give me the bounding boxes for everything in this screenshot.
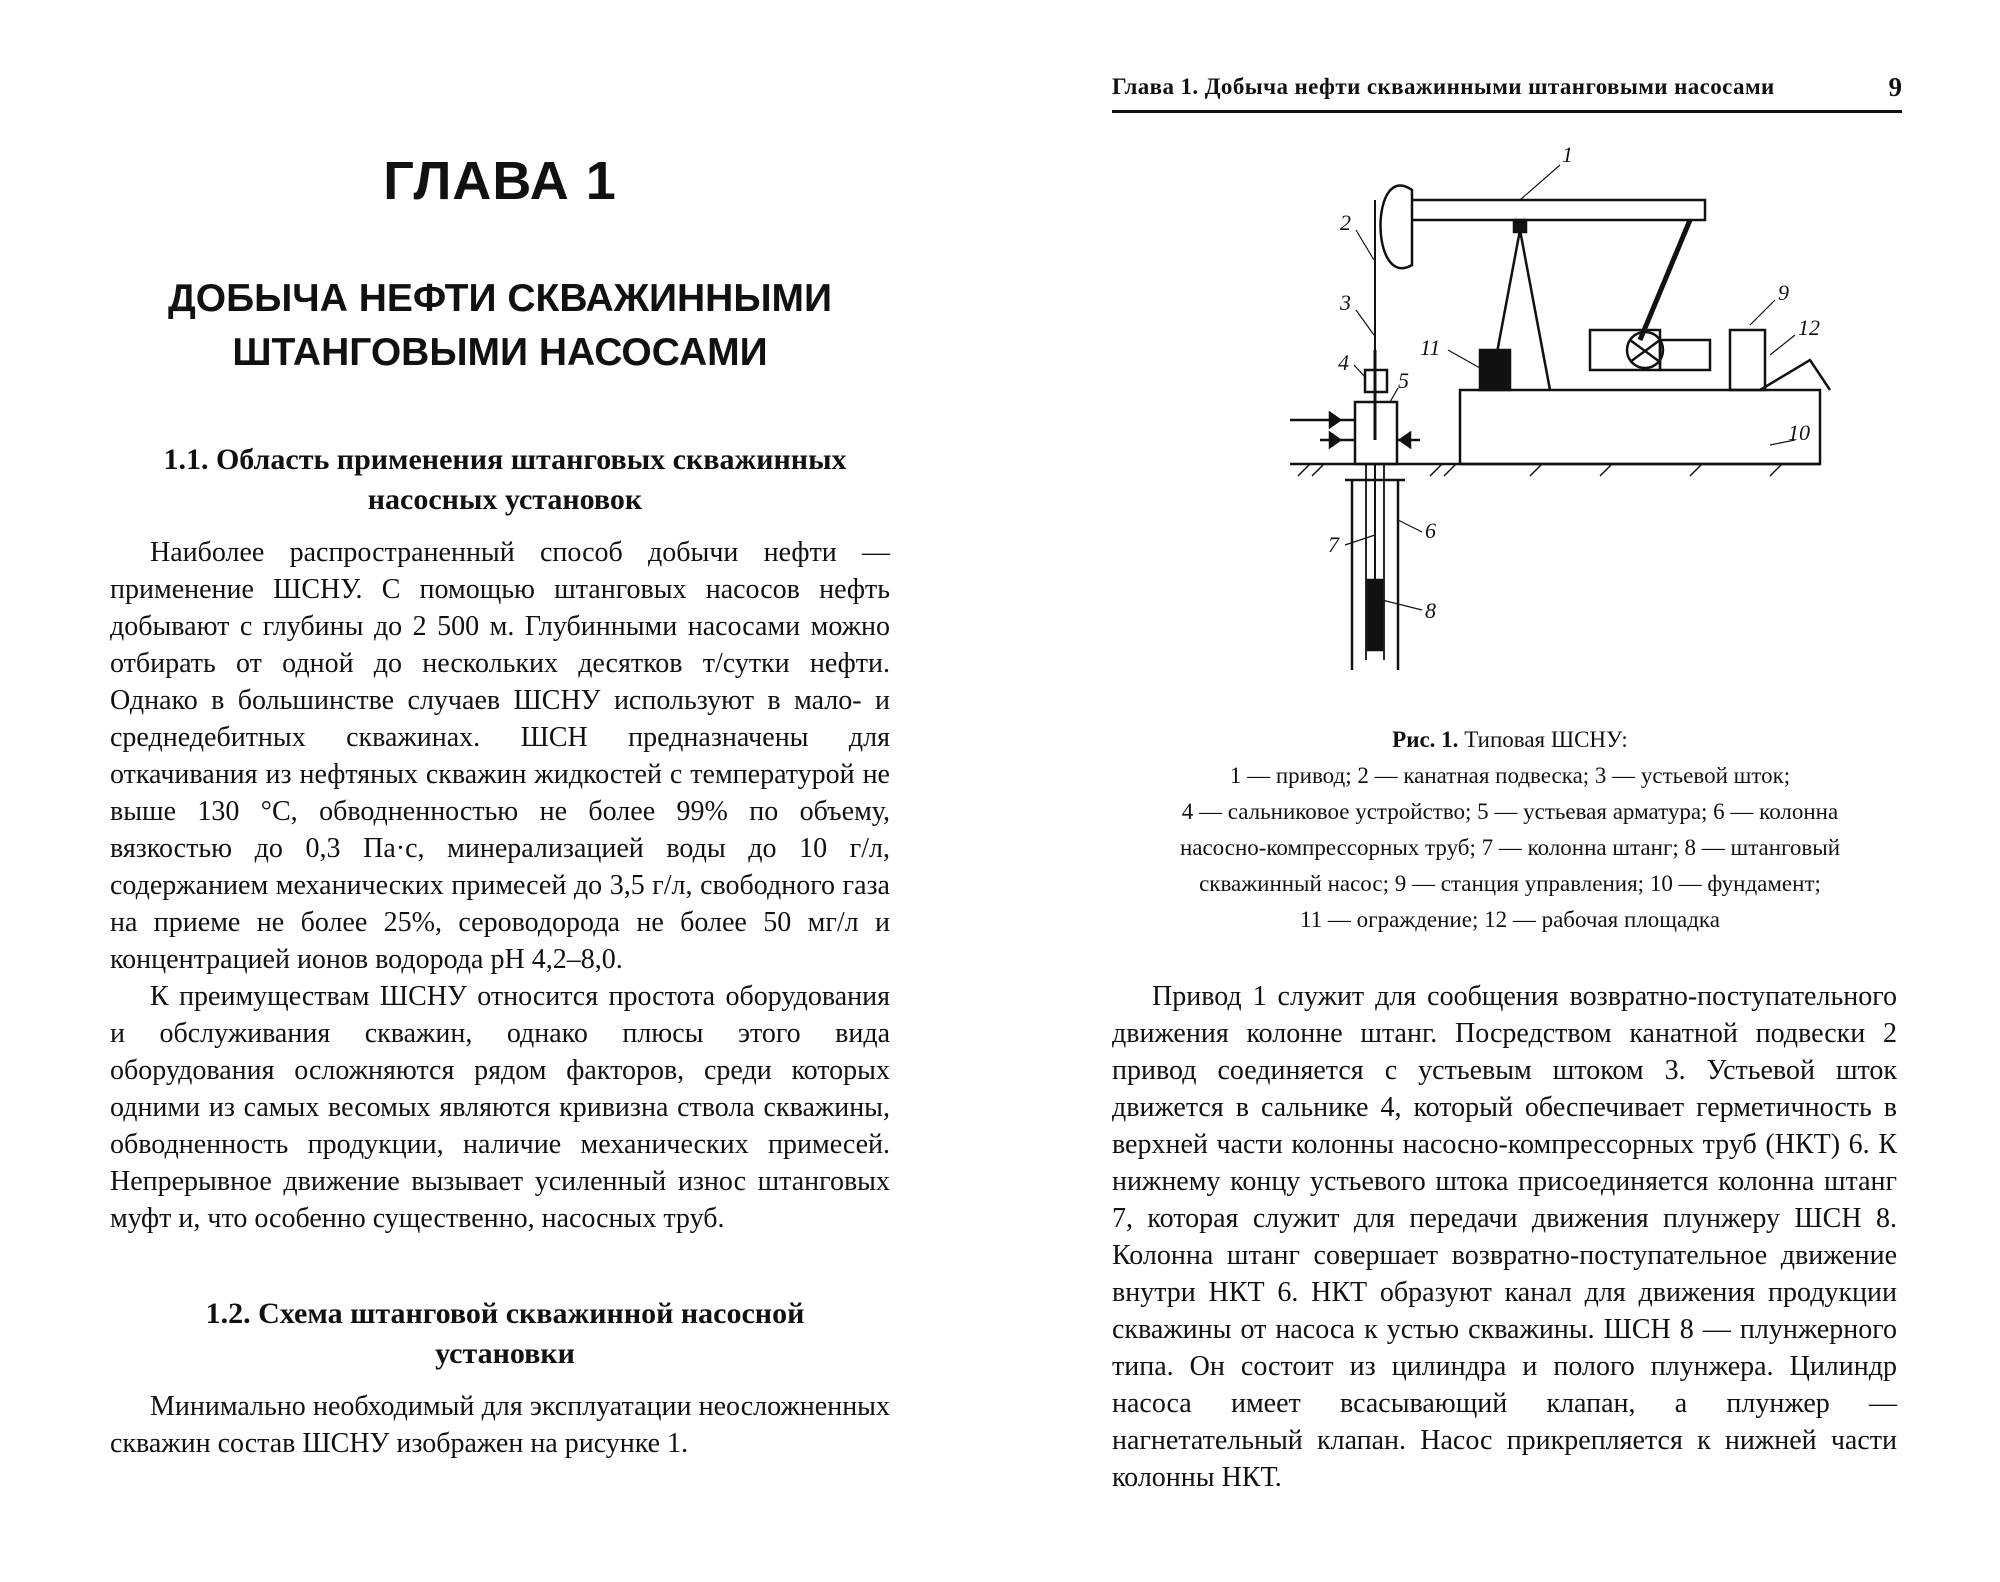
foundation <box>1460 390 1820 464</box>
motor <box>1660 340 1710 370</box>
heading-line: 1.2. Схема штанговой скважинной насосной <box>205 1297 805 1330</box>
valve <box>1400 433 1410 447</box>
figure-label: 7 <box>1328 532 1339 557</box>
caption-line: скважинный насос; 9 — станция управления; 10 — фундамент; <box>1199 871 1821 896</box>
downhole-pump <box>1368 580 1382 650</box>
figure-label: 11 <box>1420 335 1441 360</box>
figure-caption <box>1100 722 1920 938</box>
section-1-2-paragraph-1: Минимально необходимый для эксплуатации неосложненных скважин состав ШСНУ изображен на рисунке 1. <box>110 1391 890 1459</box>
figure-label: 2 <box>1340 210 1351 235</box>
leader-line <box>1520 165 1560 200</box>
heading-line: установки <box>435 1337 575 1370</box>
leader-line <box>1398 520 1422 532</box>
gearbox <box>1590 330 1660 370</box>
leader-line <box>1448 350 1480 368</box>
section-1-1-paragraph-1: Наиболее распространенный способ добычи нефти — применение ШСНУ. С помощью штанговых насосов нефть добывают с глубины до 2 500 м. Глубинными насосами можно отбирать от одной до нескольких десятков т/сутки нефти. Однако в большинстве случаев ШСНУ используют в мало- и среднедебитных скважинах. ШСН предназначены для откачивания из нефтяных скважин жидкостей с температурой не выше 130 °С, обводненностью не более 99% по объему, вязкостью до 0,3 Па·с, минерализацией воды до 10 г/л, содержанием механических примесей до 3,5 г/л, свободного газа на приеме не более 25%, сероводорода не более 50 мг/л и концентрацией ионов водорода pH 4,2–8,0. <box>110 537 890 975</box>
leader-line <box>1390 388 1398 402</box>
guard <box>1480 350 1510 390</box>
section-1-1-paragraph-2: К преимуществам ШСНУ относится простота оборудования и обслуживания скважин, однако плюсы этого вида оборудования осложняются рядом факторов, среди которых одними из самых весомых являются кривизна ствола скважины, обводненность продукции, наличие механических примесей. Непрерывное движение вызывает усиленный износ штанговых муфт и, что особенно существенно, насосных труб. <box>110 981 890 1234</box>
figure-label: 5 <box>1398 368 1409 393</box>
caption-figure-title: Типовая ШСНУ: <box>1458 727 1628 752</box>
figure-label: 3 <box>1340 290 1351 315</box>
chapter-title <box>100 272 900 380</box>
samson-post-leg <box>1520 230 1550 390</box>
section-1-1-heading <box>110 440 900 520</box>
running-header <box>1112 72 1902 113</box>
caption-line: 11 — ограждение; 12 — рабочая площадка <box>1300 907 1720 932</box>
page-number: 9 <box>1888 72 1902 102</box>
chapter-title-line: ДОБЫЧА НЕФТИ СКВАЖИННЫМИ <box>167 277 833 320</box>
figure-label: 12 <box>1798 315 1820 340</box>
pitman-arm <box>1640 220 1690 340</box>
walking-beam <box>1410 200 1705 220</box>
chapter-number: ГЛАВА 1 <box>383 151 617 211</box>
valve <box>1330 413 1340 427</box>
leader-line <box>1750 300 1775 325</box>
pump-unit-figure <box>1270 140 1850 700</box>
running-head-title: Глава 1. Добыча нефти скважинными штанговыми насосами <box>1112 74 1775 99</box>
control-station <box>1730 330 1765 390</box>
leader-line <box>1345 535 1375 545</box>
figure-label: 1 <box>1562 142 1573 167</box>
caption-figure-number: Рис. 1. <box>1392 727 1459 752</box>
figure-label: 4 <box>1338 350 1349 375</box>
section-1-2-heading <box>110 1294 900 1374</box>
leader-line <box>1356 230 1374 260</box>
figure-label: 10 <box>1788 420 1810 445</box>
figure-label: 9 <box>1778 280 1789 305</box>
caption-line: 4 — сальниковое устройство; 5 — устьевая арматура; 6 — колонна <box>1181 799 1839 824</box>
valve <box>1330 433 1340 447</box>
horse-head <box>1381 185 1413 268</box>
leader-line <box>1770 335 1795 355</box>
ground-hatch <box>1298 464 1782 476</box>
caption-title <box>1100 722 1920 758</box>
figure-label: 8 <box>1425 598 1436 623</box>
leader-line <box>1382 600 1422 610</box>
heading-line: 1.1. Область применения штанговых скважинных <box>163 443 847 476</box>
caption-line: 1 — привод; 2 — канатная подвеска; 3 — устьевой шток; <box>1229 763 1791 788</box>
pump-unit-diagram <box>1270 140 1850 700</box>
heading-line: насосных установок <box>367 483 643 516</box>
saddle-bearing <box>1514 220 1526 232</box>
caption-line: насосно-компрессорных труб; 7 — колонна штанг; 8 — штанговый <box>1179 835 1841 860</box>
figure-label: 6 <box>1425 518 1436 543</box>
right-page <box>1000 0 2000 1582</box>
right-paragraph-1: Привод 1 служит для сообщения возвратно-поступательного движения колонне штанг. Посредством канатной подвески 2 привод соединяется с устьевым штоком 3. Устьевой шток движется в сальнике 4, который обеспечивает герметичность в верхней части колонны насосно-компрессорных труб (НКТ) 6. К нижнему концу устьевого штока присоединяется колонна штанг 7, которая служит для передачи движения плунжеру ШСН 8. Колонна штанг совершает возвратно-поступательное движение внутри НКТ 6. НКТ образуют канал для движения продукции скважины от насоса к устью скважины. ШСН 8 — плунжерного типа. Он состоит из цилиндра и полого плунжера. Цилиндр насоса имеет всасывающий клапан, а плунжер — нагнетательный клапан. Насос прикрепляется к нижней части колонны НКТ. <box>1112 981 1897 1493</box>
chapter-title-line: ШТАНГОВЫМИ НАСОСАМИ <box>232 331 768 374</box>
leader-line <box>1356 310 1374 335</box>
work-platform <box>1760 360 1830 390</box>
